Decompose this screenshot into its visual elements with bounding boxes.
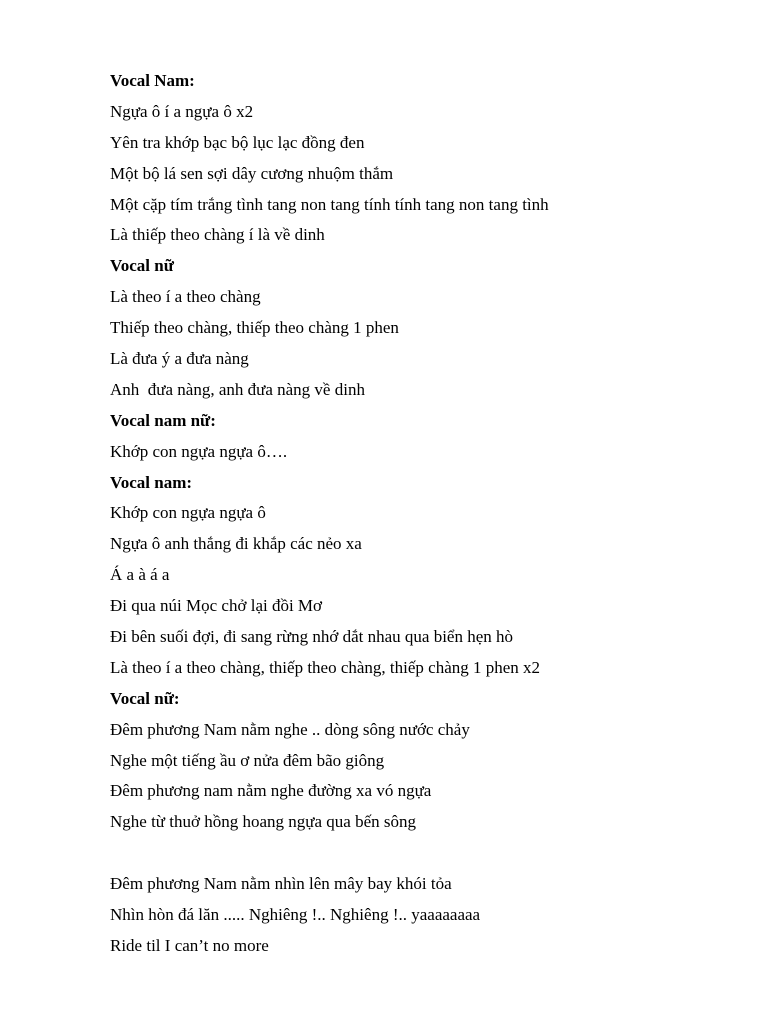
- section-heading-vocal-nam-nu: Vocal nam nữ:: [110, 410, 216, 430]
- lyric-line: Khớp con ngựa ngựa ô: [110, 503, 266, 523]
- lyric-line: Nghe từ thuở hồng hoang ngựa qua bến sông: [110, 812, 416, 832]
- lyric-line: Là theo í a theo chàng: [110, 287, 261, 307]
- lyric-line: Thiếp theo chàng, thiếp theo chàng 1 phen: [110, 318, 399, 338]
- lyric-line: Đêm phương Nam nằm nghe .. dòng sông nước chảy: [110, 719, 470, 739]
- blank-line: [110, 838, 750, 869]
- lyric-line: Đêm phương Nam nằm nhìn lên mây bay khói tỏa: [110, 874, 452, 894]
- lyric-line: Ride til I can’t no more: [110, 935, 269, 955]
- lyric-line: Một bộ lá sen sợi dây cương nhuộm thắm: [110, 163, 394, 183]
- section-heading-vocal-nam: Vocal Nam:: [110, 71, 195, 90]
- section-heading-vocal-nam-2: Vocal nam:: [110, 472, 193, 492]
- lyric-line: Đi qua núi Mọc chở lại đồi Mơ: [110, 596, 323, 616]
- lyric-line: Một cặp tím trắng tình tang non tang tính tính tang non tang tình: [110, 194, 549, 214]
- lyric-line: Nhìn hòn đá lăn ..... Nghiêng !.. Nghiêng !.. yaaaaaaaa: [110, 905, 481, 925]
- lyrics-document: [110, 66, 750, 962]
- lyric-line: Ngựa ô í a ngựa ô x2: [110, 101, 254, 121]
- lyric-line: Nghe một tiếng ầu ơ nửa đêm bão giông: [110, 750, 385, 770]
- lyric-line: Là theo í a theo chàng, thiếp theo chàng, thiếp chàng 1 phen x2: [110, 657, 541, 677]
- lyric-line: Là thiếp theo chàng í là về dinh: [110, 225, 325, 245]
- section-heading-vocal-nu-2: Vocal nữ:: [110, 688, 180, 708]
- lyric-line: Ngựa ô anh thắng đi khắp các nẻo xa: [110, 534, 362, 554]
- section-heading-vocal-nu: Vocal nữ: [110, 256, 174, 276]
- lyric-line: Anh đưa nàng, anh đưa nàng về dinh: [110, 379, 365, 399]
- lyric-line: Á a à á a: [110, 565, 170, 585]
- lyric-line: Khớp con ngựa ngựa ô….: [110, 441, 288, 461]
- lyric-line: Đi bên suối đợi, đi sang rừng nhớ dắt nhau qua biển hẹn hò: [110, 627, 514, 647]
- lyric-line: Yên tra khớp bạc bộ lục lạc đồng đen: [110, 132, 365, 152]
- lyric-line: Đêm phương nam nằm nghe đường xa vó ngựa: [110, 781, 432, 801]
- lyric-line: Là đưa ý a đưa nàng: [110, 349, 249, 369]
